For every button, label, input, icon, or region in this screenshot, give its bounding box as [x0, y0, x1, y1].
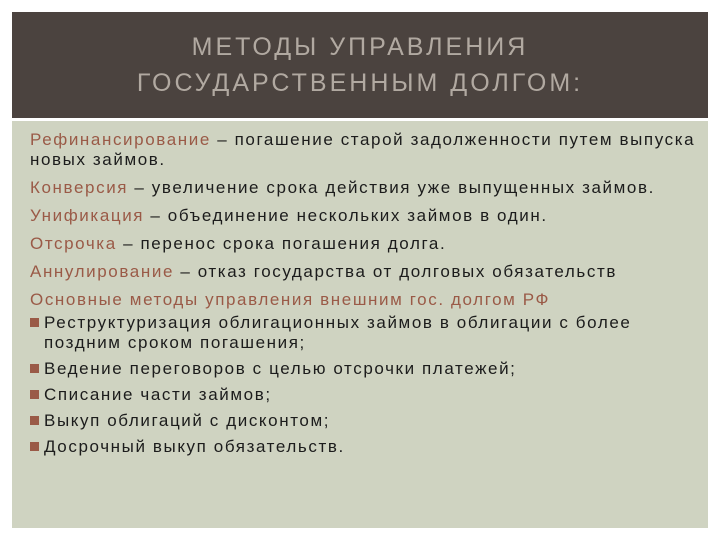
square-bullet-icon — [30, 390, 39, 399]
slide-title-line-2: ГОСУДАРСТВЕННЫМ ДОЛГОМ: — [136, 69, 584, 97]
definition-term: Рефинансирование — [30, 130, 211, 149]
list-item — [30, 411, 706, 431]
definition-term: Отсрочка — [30, 234, 117, 253]
list-item-text: Ведение переговоров с целью отсрочки платежей; — [44, 359, 517, 378]
definition-text: – отказ государства от долговых обязательств — [174, 262, 617, 281]
external-debt-methods-list — [30, 313, 706, 457]
square-bullet-icon — [30, 364, 39, 373]
list-item — [30, 385, 706, 405]
definition-term: Аннулирование — [30, 262, 175, 281]
definition-text: – погашение старой задолженности путем выпуска новых займов. — [30, 130, 696, 169]
list-item-text: Реструктуризация облигационных займов в облигации с более поздним сроком погашения; — [44, 313, 632, 352]
list-item-text: Досрочный выкуп обязательств. — [44, 437, 345, 456]
square-bullet-icon — [30, 416, 39, 425]
definition-text: – увеличение срока действия уже выпущенных займов. — [128, 178, 655, 197]
slide-title — [12, 29, 708, 101]
definition-term: Унификация — [30, 206, 145, 225]
definition-text: – перенос срока погашения долга. — [116, 234, 447, 253]
square-bullet-icon — [30, 442, 39, 451]
list-item-text: Выкуп облигаций с дисконтом; — [44, 411, 331, 430]
slide-content — [30, 130, 706, 463]
list-item — [30, 359, 706, 379]
definition-conversion — [30, 178, 706, 198]
list-item-text: Списание части займов; — [44, 385, 272, 404]
slide — [12, 12, 708, 528]
list-item — [30, 313, 706, 353]
definition-deferral — [30, 234, 706, 254]
definition-text: – объединение нескольких займов в один. — [144, 206, 548, 225]
definition-unification — [30, 206, 706, 226]
definition-term: Конверсия — [30, 178, 129, 197]
definition-refinancing — [30, 130, 706, 170]
external-debt-methods-heading: Основные методы управления внешним гос. долгом РФ — [30, 290, 551, 309]
square-bullet-icon — [30, 318, 39, 327]
slide-title-line-1: МЕТОДЫ УПРАВЛЕНИЯ — [191, 33, 529, 61]
list-item — [30, 437, 706, 457]
title-bar — [12, 12, 708, 121]
definition-annulment — [30, 262, 706, 282]
